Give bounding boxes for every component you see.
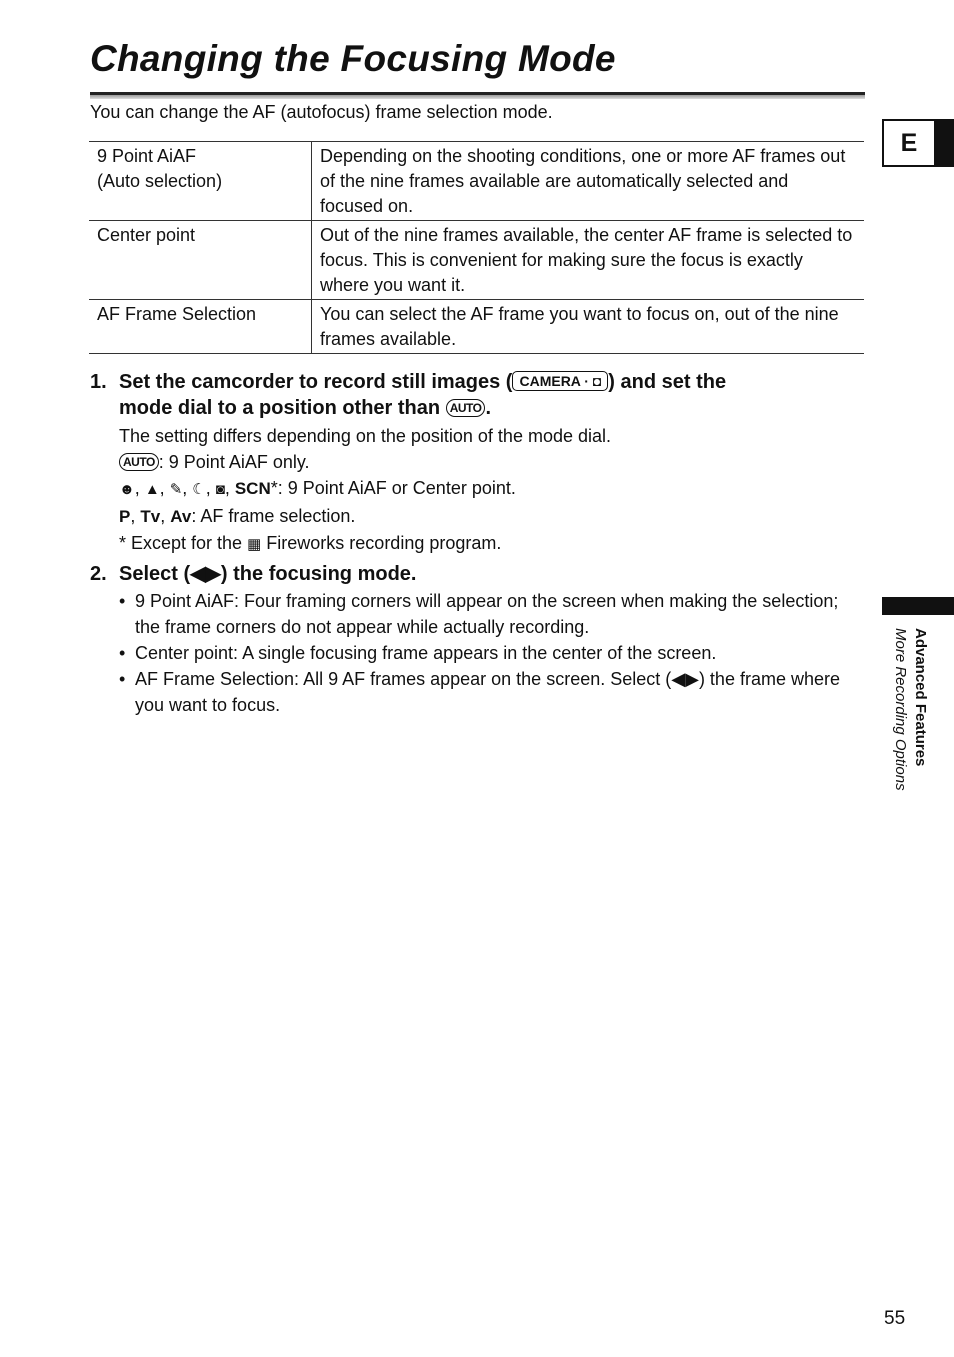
language-tab-letter: E	[884, 121, 934, 165]
auto-mode-icon: AUTO	[446, 399, 486, 417]
mode-dial-note: The setting differs depending on the position of the mode dial.	[119, 426, 612, 446]
intro-text: You can change the AF (autofocus) frame selection mode.	[90, 102, 553, 122]
auto-line-text: : 9 Point AiAF only.	[158, 452, 310, 472]
fireworks-exception	[119, 530, 859, 558]
list-item: • Center point: A single focusing frame appears in the center of the screen.	[119, 640, 864, 666]
bullet-text: AF Frame Selection: All 9 AF frames appear on the screen. Select (	[135, 669, 672, 689]
title-underline	[90, 92, 865, 99]
section-tab-bar	[882, 597, 954, 615]
fireworks-icon: ▦	[247, 536, 262, 553]
language-tab	[882, 119, 954, 167]
landscape-icon: ▲	[144, 481, 160, 498]
left-right-arrows-icon: ◀▶	[190, 563, 221, 585]
mode-name: 9 Point AiAF	[97, 146, 197, 166]
scn-mode-icon: SCN	[234, 479, 271, 498]
exception-text-b: Fireworks recording program.	[266, 533, 502, 553]
scene-modes-line: ☻, ▲, ✎, ☾, ◙, SCN*: 9 Point AiAF or Center point.	[119, 475, 859, 503]
list-item: • 9 Point AiAF: Four framing corners will appear on the screen when making the selection; the frame corners do not appear while actually recording.	[119, 588, 864, 640]
auto-line	[119, 449, 859, 475]
section-title: Advanced Features	[912, 628, 929, 767]
subsection-title: More Recording Options	[892, 628, 909, 791]
list-item	[119, 666, 864, 718]
focus-mode-bullets	[119, 588, 864, 718]
step-1-text-c: mode dial to a position other than	[119, 397, 441, 419]
step-1-body	[119, 423, 859, 558]
program-modes-line: P, Tv, Av: AF frame selection.	[119, 506, 356, 526]
sports-icon: ✎	[169, 481, 183, 498]
mode-description: You can select the AF frame you want to focus on, out of the nine frames available.	[312, 300, 865, 354]
mode-name: AF Frame Selection	[97, 304, 257, 324]
step-1-text: Set the camcorder to record still images (	[119, 371, 513, 393]
table-row	[89, 221, 864, 300]
mode-name-cell	[89, 142, 312, 221]
step-1-heading	[90, 369, 860, 421]
table-row	[89, 300, 864, 354]
step-2-text-b: ) the focusing mode.	[220, 563, 417, 585]
mode-name-cell	[89, 300, 312, 354]
spotlight-icon: ◙	[215, 481, 225, 498]
section-label	[882, 628, 930, 838]
night-icon: ☾	[192, 481, 206, 498]
program-line-text: : AF frame selection.	[191, 506, 356, 526]
step-1-text-d: .	[485, 397, 492, 419]
tv-mode-icon: Tv	[140, 507, 161, 526]
portrait-icon: ☻	[119, 481, 135, 498]
camera-mode-icon: CAMERA · ◘	[512, 371, 608, 391]
mode-name: Center point	[97, 225, 196, 245]
mode-name-sub: (Auto selection)	[97, 171, 223, 191]
auto-mode-icon: AUTO	[119, 453, 159, 471]
mode-description: Out of the nine frames available, the center AF frame is selected to focus. This is convenient for making sure the focus is exactly where you want it.	[312, 221, 865, 300]
scene-line-text: *: 9 Point AiAF or Center point.	[270, 478, 516, 498]
page-number: 55	[884, 1308, 906, 1329]
step-2-text: Select (	[119, 563, 191, 585]
p-mode-icon: P	[119, 507, 131, 526]
mode-description: Depending on the shooting conditions, one or more AF frames out of the nine frames available are automatically selected and focused on.	[312, 142, 865, 221]
step-number: 2.	[90, 563, 107, 585]
focus-modes-table	[89, 141, 864, 354]
step-1-text-b: ) and set the	[608, 371, 727, 393]
page-title: Changing the Focusing Mode	[90, 38, 616, 79]
bullet-text-b: ) the frame where you want to focus.	[135, 669, 840, 715]
av-mode-icon: Av	[170, 507, 192, 526]
exception-text: * Except for the	[119, 533, 243, 553]
step-2-heading	[90, 561, 860, 587]
left-right-arrows-icon: ◀▶	[671, 669, 699, 689]
mode-name-cell	[89, 221, 312, 300]
step-number: 1.	[90, 371, 107, 393]
table-row	[89, 142, 864, 221]
